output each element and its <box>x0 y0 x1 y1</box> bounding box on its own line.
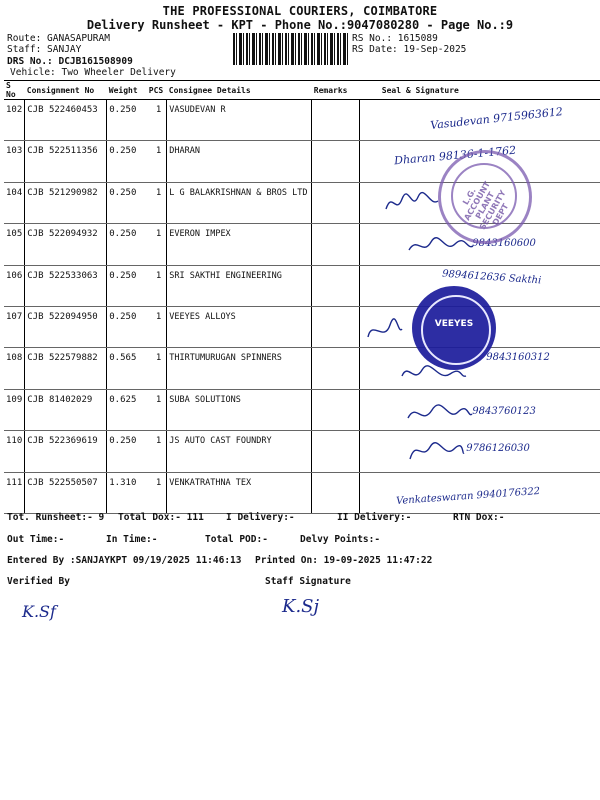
table-header-row <box>4 81 600 100</box>
row-sno: 109 <box>4 389 25 430</box>
row-pcs: 1 <box>147 306 167 347</box>
row-sno: 110 <box>4 431 25 472</box>
rtn-dox: RTN Dox:- <box>453 512 505 523</box>
row-pcs: 1 <box>147 141 167 182</box>
handwritten-note: 9843160312 <box>486 352 550 364</box>
handwritten-note: Dharan 98136-1-1762 <box>393 144 517 168</box>
row-consignment: CJB 522460453 <box>25 100 107 141</box>
table-row <box>4 348 600 389</box>
verified-signature: K.Sf <box>22 602 56 621</box>
table-row <box>4 389 600 430</box>
row-consignee: L G BALAKRISHNAN & BROS LTD <box>167 182 312 223</box>
row-signature <box>360 100 600 141</box>
row-sno: 105 <box>4 224 25 265</box>
row-consignment: CJB 521290982 <box>25 182 107 223</box>
table-row <box>4 472 600 513</box>
col-pcs: PCS <box>147 81 167 100</box>
col-weight: Weight <box>107 81 147 100</box>
row-sno: 103 <box>4 141 25 182</box>
row-remarks <box>312 100 360 141</box>
in-time: In Time:- <box>106 534 158 545</box>
out-time: Out Time:- <box>7 534 65 545</box>
row-consignment: CJB 522579882 <box>25 348 107 389</box>
row-remarks <box>312 348 360 389</box>
row-weight: 0.625 <box>107 389 147 430</box>
tot-runsheet: Tot. Runsheet:- 9 <box>7 512 105 523</box>
row-consignee: VENKATRATHNA TEX <box>167 472 312 513</box>
company-title: THE PROFESSIONAL COURIERS, COIMBATORE <box>162 4 438 18</box>
signature-scribble <box>404 400 474 426</box>
col-consignment: Consignment No <box>25 81 107 100</box>
col-sno: S No <box>4 81 25 100</box>
row-consignment: CJB 81402029 <box>25 389 107 430</box>
table-row <box>4 431 600 472</box>
company-stamp <box>438 150 532 244</box>
row-remarks <box>312 141 360 182</box>
row-consignment: CJB 522369619 <box>25 431 107 472</box>
verified-by-label: Verified By <box>7 576 70 587</box>
row-sno: 102 <box>4 100 25 141</box>
seal-inner-ring <box>421 295 491 365</box>
row-weight: 0.250 <box>107 100 147 141</box>
row-pcs: 1 <box>147 265 167 306</box>
row-weight: 0.250 <box>107 306 147 347</box>
row-remarks <box>312 224 360 265</box>
row-signature <box>360 431 600 472</box>
i-delivery: I Delivery:- <box>226 512 295 523</box>
route-label: Route: GANASAPURAM <box>7 33 110 44</box>
handwritten-note: 9894612636 Sakthi <box>442 268 542 287</box>
vehicle-label: Vehicle: Two Wheeler Delivery <box>10 67 176 78</box>
row-pcs: 1 <box>147 431 167 472</box>
ii-delivery: II Delivery:- <box>337 512 412 523</box>
signature-scribble <box>364 317 404 343</box>
row-sno: 104 <box>4 182 25 223</box>
staff-signature: K.Sj <box>282 596 320 617</box>
row-pcs: 1 <box>147 224 167 265</box>
row-signature <box>360 389 600 430</box>
row-remarks <box>312 389 360 430</box>
row-weight: 0.250 <box>107 431 147 472</box>
table-row <box>4 306 600 347</box>
col-remarks: Remarks <box>312 81 360 100</box>
row-consignee: SRI SAKTHI ENGINEERING <box>167 265 312 306</box>
rs-number: RS No.: 1615089 <box>352 33 438 44</box>
total-dox: Total Dox:- 111 <box>118 512 204 523</box>
total-pod: Total POD:- <box>205 534 268 545</box>
runsheet-subtitle: Delivery Runsheet - KPT - Phone No.:9047080280 - Page No.:9 <box>86 18 514 32</box>
row-remarks <box>312 265 360 306</box>
table-row <box>4 265 600 306</box>
row-consignment: CJB 522511356 <box>25 141 107 182</box>
row-signature <box>360 472 600 513</box>
row-remarks <box>312 431 360 472</box>
staff-signature-label: Staff Signature <box>265 576 351 587</box>
delvy-points: Delvy Points:- <box>300 534 381 545</box>
handwritten-note: 9843760123 <box>472 405 536 417</box>
row-consignee: SUBA SOLUTIONS <box>167 389 312 430</box>
row-remarks <box>312 306 360 347</box>
handwritten-note: Venkateswaran 9940176322 <box>396 485 541 507</box>
row-pcs: 1 <box>147 100 167 141</box>
row-pcs: 1 <box>147 472 167 513</box>
seal-text: VEEYES <box>434 319 474 329</box>
row-sno: 111 <box>4 472 25 513</box>
rs-date: RS Date: 19-Sep-2025 <box>352 44 467 55</box>
handwritten-note: 9843160600 <box>472 238 536 250</box>
row-sno: 108 <box>4 348 25 389</box>
entered-by: Entered By :SANJAYKPT 09/19/2025 11:46:13 <box>7 555 242 566</box>
row-consignment: CJB 522550507 <box>25 472 107 513</box>
row-weight: 1.310 <box>107 472 147 513</box>
runsheet-table <box>4 80 600 514</box>
stamp-text: L.G. ACCOUNT PLANT SECURITY DEPT <box>461 179 511 232</box>
row-pcs: 1 <box>147 389 167 430</box>
row-weight: 0.250 <box>107 224 147 265</box>
handwritten-note: Vasudevan 9715963612 <box>429 105 564 132</box>
row-consignment: CJB 522533063 <box>25 265 107 306</box>
row-remarks <box>312 472 360 513</box>
barcode <box>233 33 348 65</box>
row-sno: 106 <box>4 265 25 306</box>
staff-label: Staff: SANJAY <box>7 44 82 55</box>
row-consignee: THIRTUMURUGAN SPINNERS <box>167 348 312 389</box>
row-weight: 0.565 <box>107 348 147 389</box>
row-consignee: DHARAN <box>167 141 312 182</box>
printed-on: Printed On: 19-09-2025 11:47:22 <box>255 555 433 566</box>
row-weight: 0.250 <box>107 141 147 182</box>
row-consignee: VASUDEVAN R <box>167 100 312 141</box>
row-consignment: CJB 522094932 <box>25 224 107 265</box>
signature-scribble <box>382 187 442 217</box>
row-pcs: 1 <box>147 348 167 389</box>
row-weight: 0.250 <box>107 265 147 306</box>
signature-scribble <box>406 435 466 465</box>
row-consignment: CJB 522094950 <box>25 306 107 347</box>
row-consignee: EVERON IMPEX <box>167 224 312 265</box>
row-sno: 107 <box>4 306 25 347</box>
row-weight: 0.250 <box>107 182 147 223</box>
table-row <box>4 100 600 141</box>
company-seal <box>412 286 496 370</box>
handwritten-note: 9786126030 <box>466 443 530 455</box>
row-consignee: JS AUTO CAST FOUNDRY <box>167 431 312 472</box>
row-consignee: VEEYES ALLOYS <box>167 306 312 347</box>
col-consignee: Consignee Details <box>167 81 312 100</box>
row-remarks <box>312 182 360 223</box>
row-pcs: 1 <box>147 182 167 223</box>
drs-number: DRS No.: DCJB161508909 <box>7 56 133 67</box>
col-seal: Seal & Signature <box>360 81 600 100</box>
